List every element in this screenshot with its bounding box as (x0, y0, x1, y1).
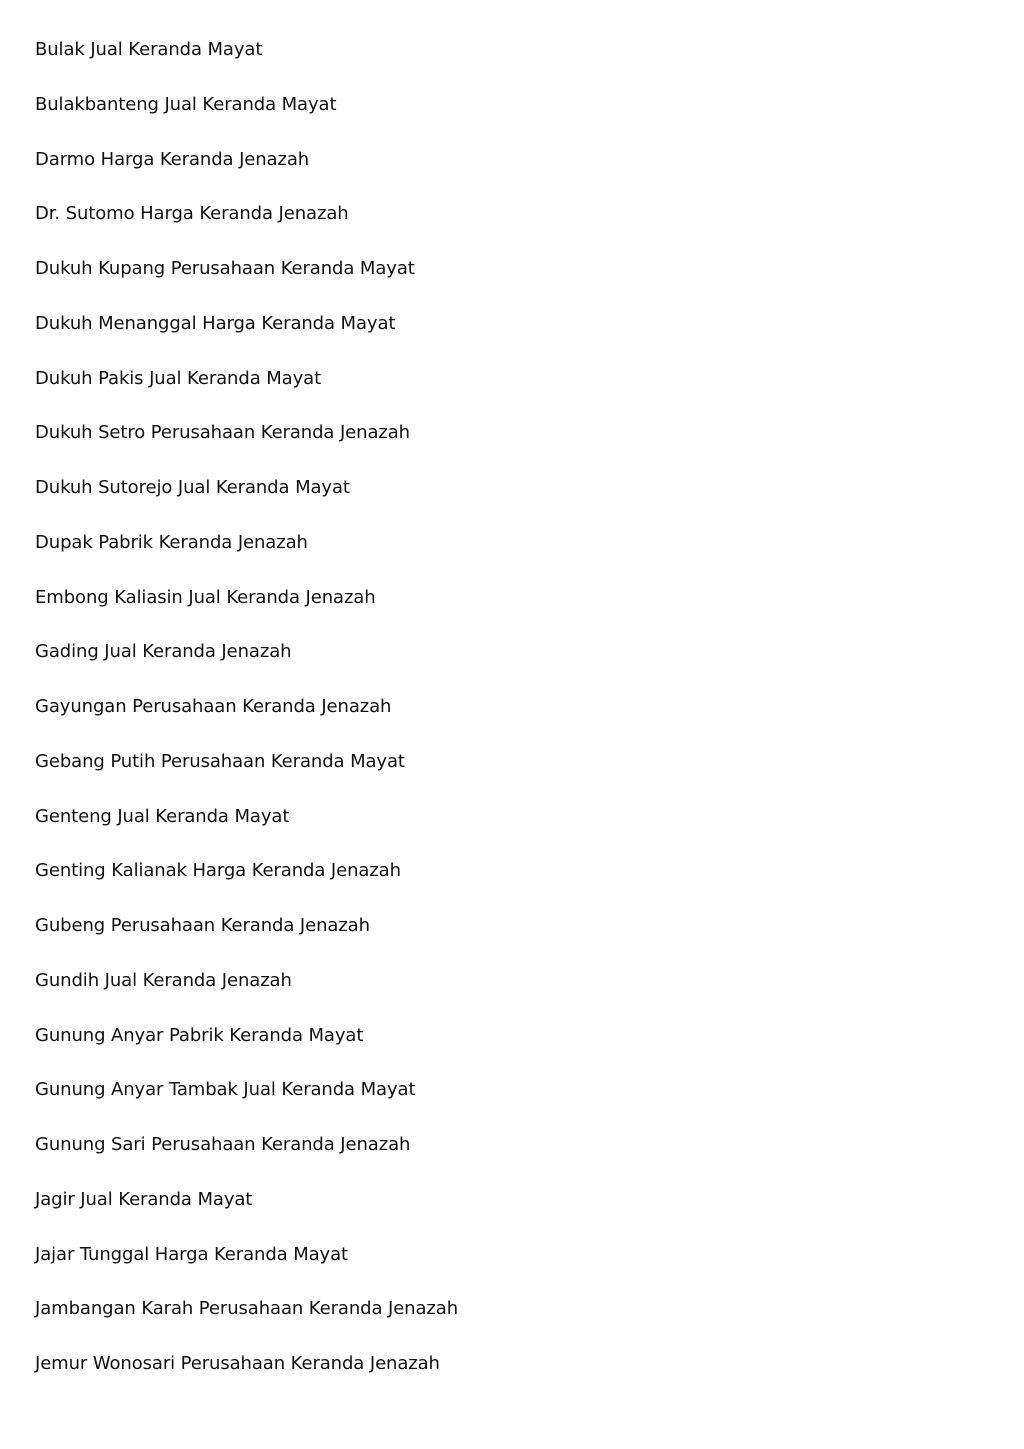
list-item: Dukuh Sutorejo Jual Keranda Mayat (35, 477, 350, 498)
list-item: Genteng Jual Keranda Mayat (35, 805, 290, 827)
list-item: Dupak Pabrik Keranda Jenazah (35, 531, 308, 553)
list-item: Gebang Putih Perusahaan Keranda Mayat (35, 750, 405, 772)
list-item: Jagir Jual Keranda Mayat (35, 1188, 253, 1210)
list-item: Gayungan Perusahaan Keranda Jenazah (35, 696, 392, 717)
list-item: Jajar Tunggal Harga Keranda Mayat (35, 1243, 349, 1265)
keyword-list (35, 37, 458, 1406)
list-item: Gubeng Perusahaan Keranda Jenazah (35, 915, 370, 936)
list-item: Embong Kaliasin Jual Keranda Jenazah (35, 586, 376, 608)
list-item: Dukuh Menanggal Harga Keranda Mayat (35, 312, 396, 334)
list-item: Gunung Sari Perusahaan Keranda Jenazah (35, 1134, 411, 1155)
list-item: Dukuh Kupang Perusahaan Keranda Mayat (35, 258, 415, 279)
list-item: Darmo Harga Keranda Jenazah (35, 148, 310, 170)
list-item: Genting Kalianak Harga Keranda Jenazah (35, 860, 401, 882)
list-item: Dukuh Pakis Jual Keranda Mayat (35, 367, 322, 389)
list-item: Jambangan Karah Perusahaan Keranda Jenazah (35, 1298, 459, 1320)
list-item: Bulakbanteng Jual Keranda Mayat (35, 93, 337, 115)
list-item: Gundih Jual Keranda Jenazah (35, 969, 292, 991)
list-item: Dr. Sutomo Harga Keranda Jenazah (35, 203, 349, 225)
list-item: Bulak Jual Keranda Mayat (35, 39, 263, 60)
list-item: Gunung Anyar Pabrik Keranda Mayat (35, 1024, 364, 1046)
list-item: Jemur Wonosari Perusahaan Keranda Jenazah (35, 1353, 440, 1374)
list-item: Gading Jual Keranda Jenazah (35, 641, 292, 663)
list-item: Gunung Anyar Tambak Jual Keranda Mayat (35, 1079, 416, 1101)
list-item: Dukuh Setro Perusahaan Keranda Jenazah (35, 422, 410, 444)
